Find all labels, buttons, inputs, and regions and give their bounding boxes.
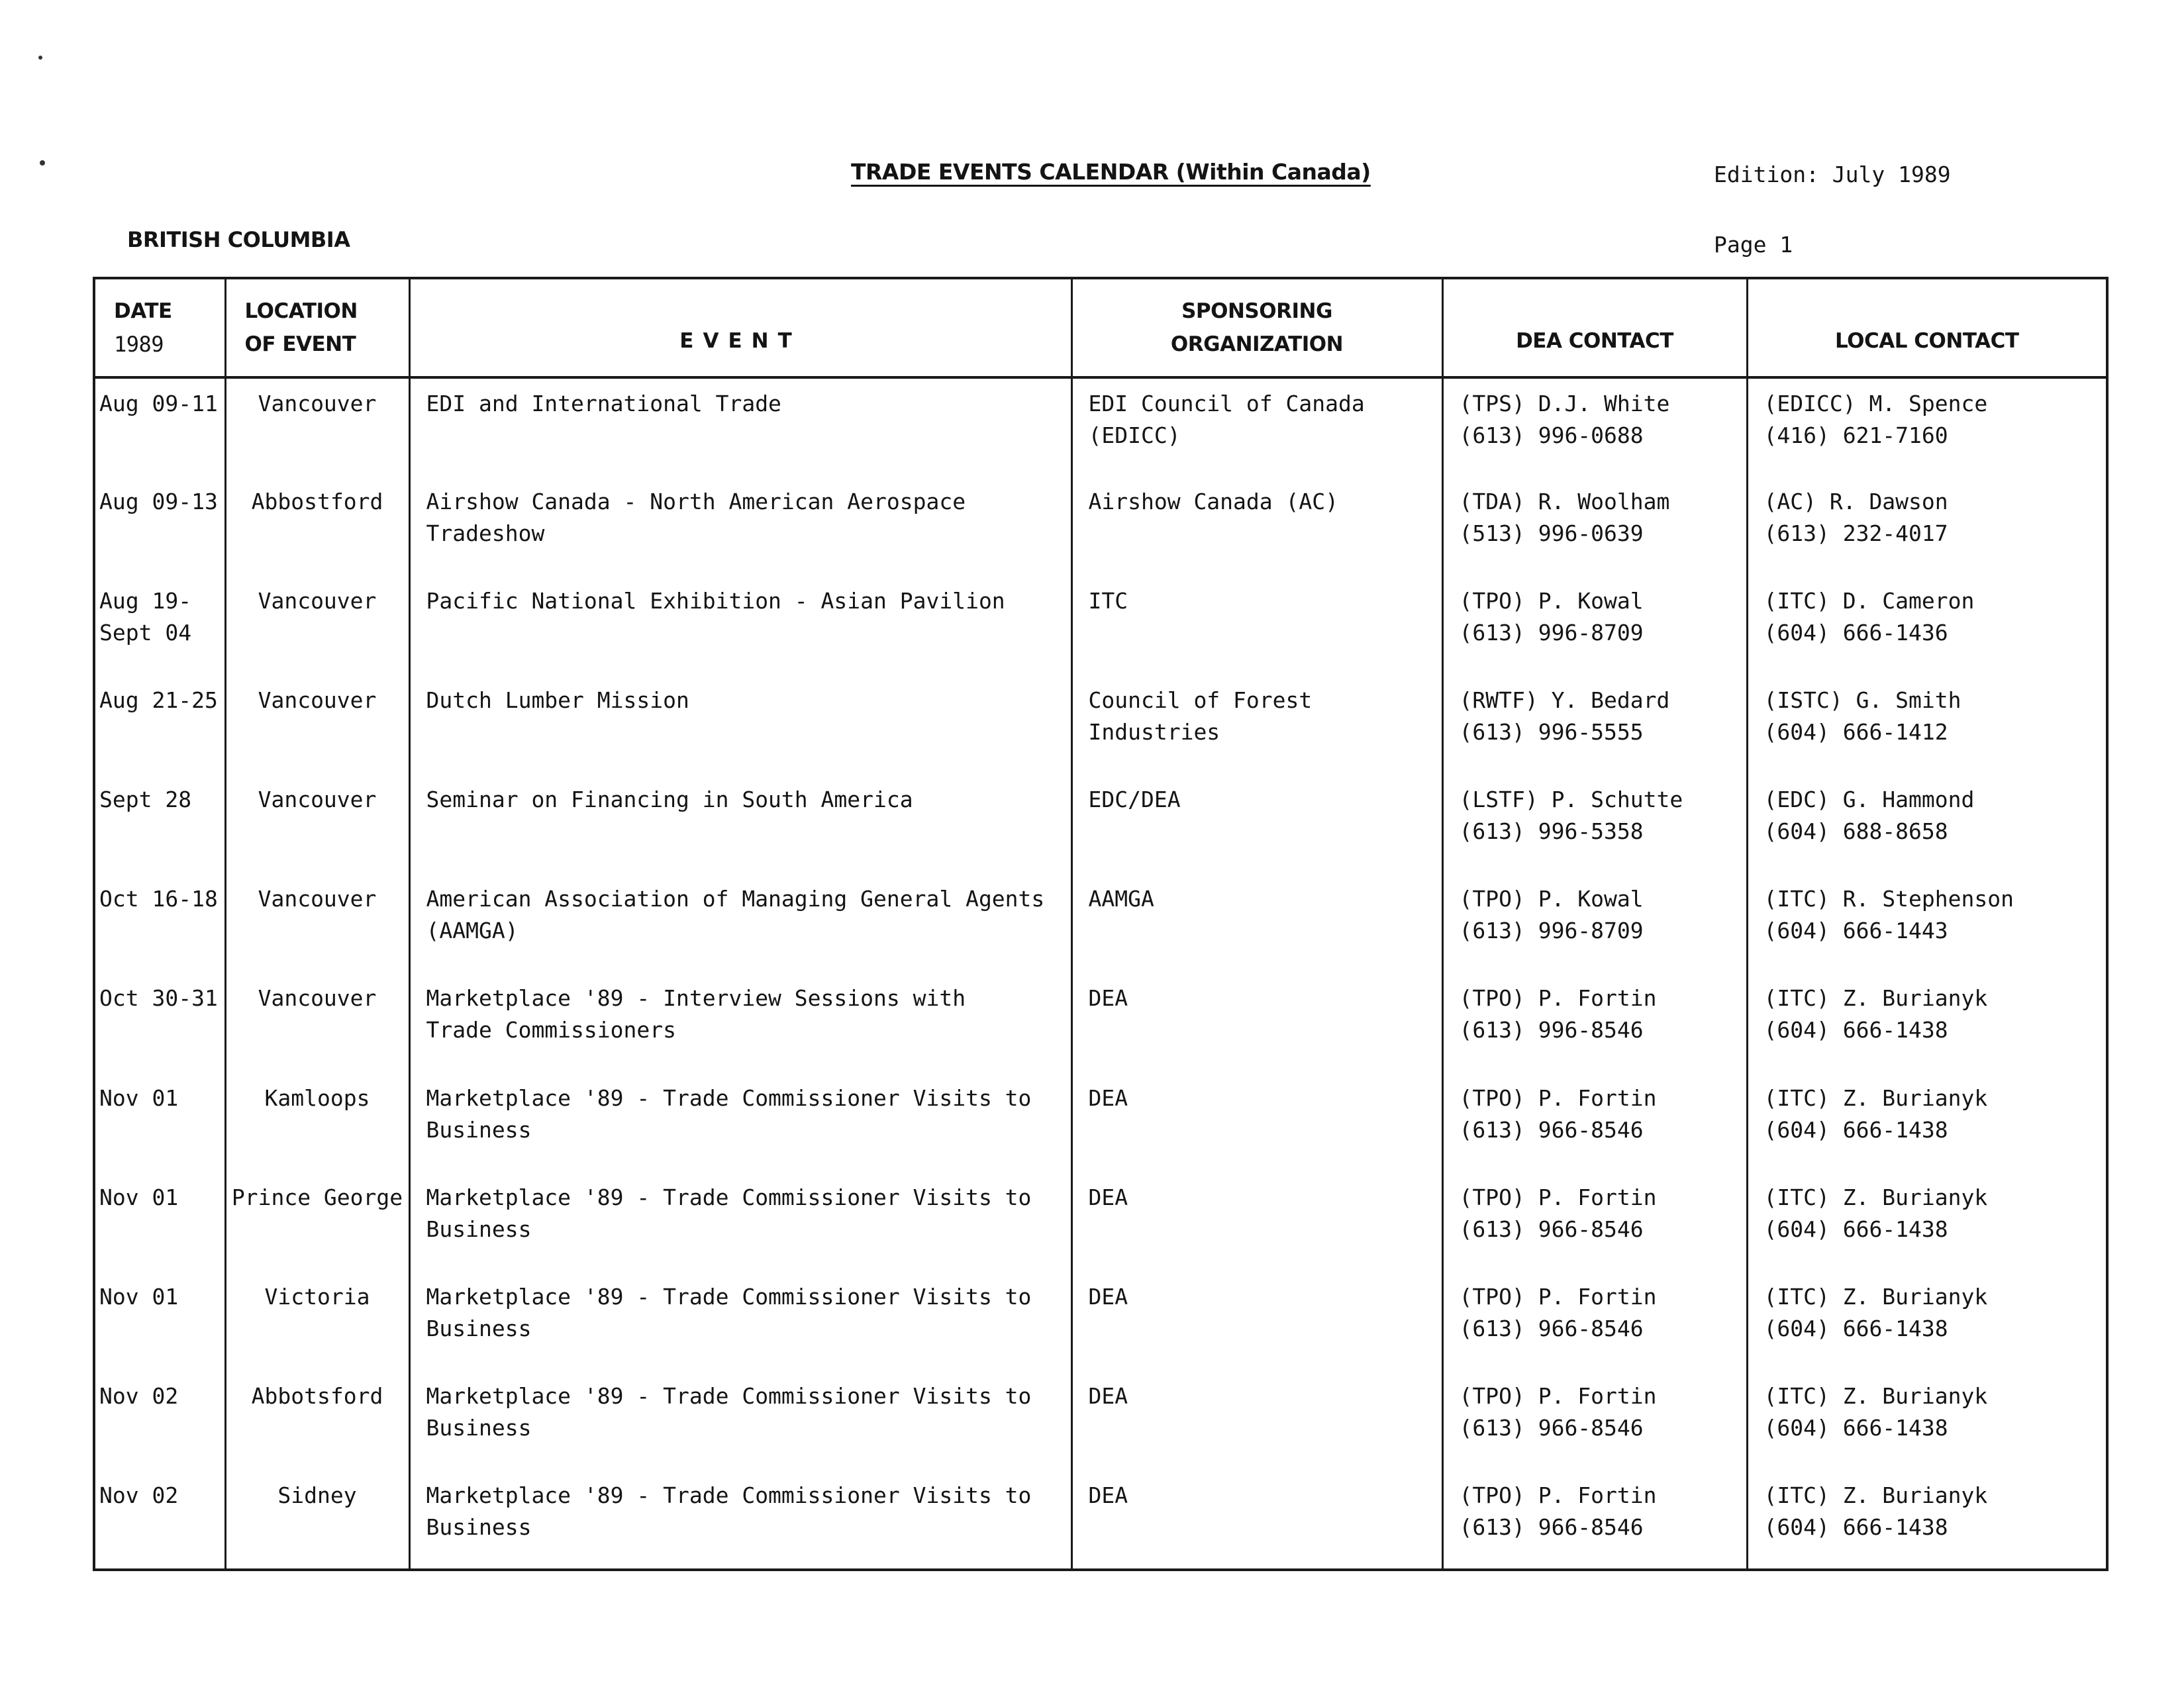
sponsor-cell-text: EDC/DEA — [1088, 787, 1181, 813]
local-contact-cell-text: (604) 666-1436 — [1763, 620, 1948, 646]
local-contact-cell-text: (604) 666-1443 — [1763, 918, 1948, 944]
date-cell — [94, 973, 225, 1073]
date-cell-text: Aug 09-13 — [99, 489, 218, 515]
dea-contact-cell — [1442, 1371, 1747, 1470]
dea-contact-cell-text: (TPO) P. Kowal — [1459, 886, 1644, 912]
dea-contact-cell-text: (TPO) P. Fortin — [1459, 1084, 1657, 1111]
date-cell — [94, 1470, 225, 1570]
location-header-line1: LOCATION — [244, 299, 358, 323]
dea-contact-cell-text: (TPO) P. Fortin — [1459, 985, 1657, 1012]
local-contact-cell — [1747, 1470, 2107, 1570]
event-cell-text: Tradeshow — [426, 520, 545, 547]
sponsor-cell — [1071, 1470, 1442, 1570]
sponsor-cell-text: Council of Forest — [1088, 687, 1313, 714]
event-cell-text: Marketplace '89 - Trade Commissioner Visits to — [426, 1482, 1032, 1508]
local-contact-cell-text: (604) 666-1412 — [1763, 719, 1948, 746]
margin-mark-dot — [38, 56, 42, 60]
date-header-year: 1989 — [114, 332, 164, 357]
table-row — [94, 576, 2107, 675]
dea-contact-cell-text: (TPO) P. Kowal — [1459, 588, 1644, 614]
table-row — [94, 1371, 2107, 1470]
location-cell-text: Abbostford — [251, 489, 383, 515]
dea-contact-cell — [1442, 874, 1747, 973]
local-contact-cell-text: (604) 666-1438 — [1763, 1216, 1948, 1242]
dea-contact-cell — [1442, 1173, 1747, 1272]
date-cell — [94, 1272, 225, 1371]
location-cell-text: Abbotsford — [251, 1382, 383, 1409]
event-cell-text: Marketplace '89 - Trade Commissioner Visits to — [426, 1184, 1032, 1210]
local-contact-cell — [1747, 1173, 2107, 1272]
location-cell-text: Prince George — [231, 1184, 403, 1210]
event-cell — [409, 1272, 1071, 1371]
location-cell-text: Vancouver — [258, 985, 377, 1012]
local-contact-cell-text: (ITC) Z. Burianyk — [1763, 985, 1988, 1012]
sponsor-cell — [1071, 1272, 1442, 1371]
local-contact-cell — [1747, 477, 2107, 576]
local-contact-cell — [1747, 576, 2107, 675]
sponsor-cell-text: (EDICC) — [1088, 422, 1181, 448]
local-contact-cell — [1747, 675, 2107, 775]
sponsor-cell — [1071, 576, 1442, 675]
date-column-header — [94, 278, 225, 377]
dea-contact-cell — [1442, 1470, 1747, 1570]
location-cell — [225, 1470, 409, 1570]
location-cell — [225, 377, 409, 477]
sponsor-cell — [1071, 874, 1442, 973]
sponsor-cell-text: DEA — [1088, 985, 1128, 1012]
dea-contact-cell — [1442, 675, 1747, 775]
date-cell-text: Nov 01 — [99, 1084, 179, 1111]
local-contact-cell-text: (613) 232-4017 — [1763, 520, 1948, 547]
local-contact-cell-text: (ITC) Z. Burianyk — [1763, 1382, 1988, 1409]
date-cell-text: Aug 19- — [99, 588, 192, 614]
dea-contact-cell — [1442, 775, 1747, 874]
sponsor-cell — [1071, 1073, 1442, 1173]
event-cell — [409, 377, 1071, 477]
date-cell — [94, 1073, 225, 1173]
sponsor-cell — [1071, 1371, 1442, 1470]
local-contact-cell — [1747, 874, 2107, 973]
date-cell-text: Sept 04 — [99, 620, 192, 646]
event-cell — [409, 1470, 1071, 1570]
table-row — [94, 675, 2107, 775]
date-cell — [94, 675, 225, 775]
sponsor-cell-text: DEA — [1088, 1184, 1128, 1210]
event-cell — [409, 874, 1071, 973]
table-row — [94, 477, 2107, 576]
event-cell-text: Business — [426, 1514, 532, 1540]
date-cell-text: Oct 30-31 — [99, 985, 218, 1012]
dea-contact-cell-text: (TPO) P. Fortin — [1459, 1482, 1657, 1508]
location-header-line2: OF EVENT — [244, 332, 356, 356]
event-cell — [409, 1073, 1071, 1173]
event-cell — [409, 775, 1071, 874]
local-contact-cell-text: (ITC) Z. Burianyk — [1763, 1283, 1988, 1310]
location-cell-text: Vancouver — [258, 391, 377, 416]
dea-contact-cell-text: (613) 966-8546 — [1459, 1315, 1644, 1341]
local-contact-cell-text: (EDC) G. Hammond — [1763, 787, 1975, 813]
table-row — [94, 973, 2107, 1073]
location-cell — [225, 973, 409, 1073]
sponsor-cell-text: ITC — [1088, 588, 1128, 614]
table-row — [94, 874, 2107, 973]
event-cell-text: (AAMGA) — [426, 918, 519, 944]
dea-contact-cell-text: (613) 996-5358 — [1459, 818, 1644, 845]
event-cell — [409, 1173, 1071, 1272]
date-cell — [94, 1173, 225, 1272]
sponsor-column-header — [1071, 278, 1442, 377]
location-cell-text: Kamloops — [264, 1084, 370, 1111]
event-cell-text: Seminar on Financing in South America — [426, 787, 913, 813]
event-cell-text: Business — [426, 1315, 532, 1341]
local-contact-cell-text: (604) 666-1438 — [1763, 1315, 1948, 1341]
local-contact-cell — [1747, 1371, 2107, 1470]
sponsor-header-line1: SPONSORING — [1181, 299, 1332, 323]
event-cell-text: Marketplace '89 - Trade Commissioner Visits to — [426, 1382, 1032, 1409]
location-cell — [225, 1272, 409, 1371]
location-cell — [225, 675, 409, 775]
location-cell — [225, 1173, 409, 1272]
dea-contact-cell-text: (TPO) P. Fortin — [1459, 1283, 1657, 1310]
dea-contact-cell-text: (TPS) D.J. White — [1459, 391, 1670, 416]
dea-contact-cell-text: (613) 966-8546 — [1459, 1116, 1644, 1143]
date-cell-text: Sept 28 — [99, 787, 192, 813]
events-table — [93, 277, 2109, 1571]
date-cell-text: Nov 02 — [99, 1482, 179, 1508]
sponsor-cell-text: DEA — [1088, 1283, 1128, 1310]
date-cell — [94, 874, 225, 973]
page-number: Page 1 — [1714, 232, 1793, 258]
table-header-row — [94, 278, 2107, 377]
local-contact-cell-text: (604) 666-1438 — [1763, 1414, 1948, 1441]
event-cell-text: Marketplace '89 - Interview Sessions with — [426, 985, 966, 1012]
date-cell — [94, 477, 225, 576]
dea-contact-cell — [1442, 377, 1747, 477]
location-cell-text: Sidney — [277, 1482, 357, 1508]
sponsor-header-line2: ORGANIZATION — [1170, 332, 1344, 356]
date-cell-text: Nov 02 — [99, 1382, 179, 1409]
event-cell-text: Airshow Canada - North American Aerospace — [426, 489, 966, 515]
event-cell — [409, 477, 1071, 576]
location-cell-text: Vancouver — [258, 787, 377, 813]
table-row — [94, 1173, 2107, 1272]
table-row — [94, 1470, 2107, 1570]
event-cell-text: Dutch Lumber Mission — [426, 687, 689, 714]
sponsor-cell-text: Industries — [1088, 719, 1220, 746]
event-cell-text: Trade Commissioners — [426, 1017, 676, 1043]
edition-label: Edition: July 1989 — [1714, 162, 1951, 187]
local-contact-cell-text: (604) 688-8658 — [1763, 818, 1948, 845]
date-cell — [94, 377, 225, 477]
dea-contact-cell — [1442, 1272, 1747, 1371]
local-contact-cell — [1747, 377, 2107, 477]
margin-mark-dot — [40, 160, 45, 166]
table-row — [94, 377, 2107, 477]
sponsor-cell — [1071, 377, 1442, 477]
sponsor-cell — [1071, 973, 1442, 1073]
location-cell-text: Victoria — [264, 1283, 370, 1310]
local-contact-cell-text: (ITC) R. Stephenson — [1763, 886, 2014, 912]
location-cell-text: Vancouver — [258, 687, 377, 714]
location-cell — [225, 576, 409, 675]
sponsor-cell — [1071, 477, 1442, 576]
date-cell — [94, 1371, 225, 1470]
dea-contact-cell-text: (613) 996-8546 — [1459, 1017, 1644, 1043]
local-contact-cell-text: (416) 621-7160 — [1763, 422, 1948, 448]
region-heading: BRITISH COLUMBIA — [127, 227, 350, 252]
dea-contact-cell-text: (613) 996-8709 — [1459, 620, 1644, 646]
local-contact-cell-text: (EDICC) M. Spence — [1763, 391, 1988, 416]
local-contact-cell-text: (ITC) Z. Burianyk — [1763, 1482, 1988, 1508]
location-cell — [225, 775, 409, 874]
dea-contact-cell-text: (TPO) P. Fortin — [1459, 1382, 1657, 1409]
dea-contact-cell-text: (TPO) P. Fortin — [1459, 1184, 1657, 1210]
sponsor-cell-text: DEA — [1088, 1482, 1128, 1508]
dea-contact-cell — [1442, 1073, 1747, 1173]
sponsor-cell-text: DEA — [1088, 1084, 1128, 1111]
location-cell — [225, 1371, 409, 1470]
date-cell-text: Oct 16-18 — [99, 886, 218, 912]
event-cell-text: American Association of Managing General Agents — [426, 886, 1045, 912]
event-cell-text: Business — [426, 1216, 532, 1242]
date-cell — [94, 576, 225, 675]
date-cell — [94, 775, 225, 874]
sponsor-cell-text: DEA — [1088, 1382, 1128, 1409]
event-cell — [409, 973, 1071, 1073]
location-cell — [225, 477, 409, 576]
dea-contact-cell — [1442, 973, 1747, 1073]
event-cell — [409, 675, 1071, 775]
local-contact-cell-text: (604) 666-1438 — [1763, 1514, 1948, 1540]
local-contact-cell — [1747, 1073, 2107, 1173]
date-cell-text: Aug 09-11 — [99, 391, 218, 416]
dea-contact-cell-text: (TDA) R. Woolham — [1459, 489, 1670, 515]
local-contact-column-header: LOCAL CONTACT — [1747, 278, 2107, 377]
location-cell — [225, 1073, 409, 1173]
dea-contact-cell-text: (613) 996-5555 — [1459, 719, 1644, 746]
dea-contact-cell-text: (LSTF) P. Schutte — [1459, 787, 1683, 813]
event-cell-text: Marketplace '89 - Trade Commissioner Visits to — [426, 1084, 1032, 1111]
event-column-header: EVENT — [409, 278, 1071, 377]
dea-contact-cell-text: (613) 966-8546 — [1459, 1514, 1644, 1540]
date-cell-text: Nov 01 — [99, 1184, 179, 1210]
page-title: TRADE EVENTS CALENDAR (Within Canada) — [851, 159, 1371, 185]
local-contact-cell — [1747, 775, 2107, 874]
date-header-label: DATE — [114, 299, 172, 323]
event-cell — [409, 576, 1071, 675]
local-contact-cell — [1747, 973, 2107, 1073]
local-contact-cell-text: (AC) R. Dawson — [1763, 489, 1948, 515]
local-contact-cell-text: (ITC) D. Cameron — [1763, 588, 1975, 614]
event-cell-text: Business — [426, 1116, 532, 1143]
dea-contact-cell-text: (613) 966-8546 — [1459, 1216, 1644, 1242]
event-cell-text: Marketplace '89 - Trade Commissioner Visits to — [426, 1283, 1032, 1310]
table-row — [94, 775, 2107, 874]
location-cell-text: Vancouver — [258, 886, 377, 912]
location-cell — [225, 874, 409, 973]
sponsor-cell-text: Airshow Canada (AC) — [1088, 489, 1338, 515]
event-cell — [409, 1371, 1071, 1470]
dea-contact-cell-text: (613) 966-8546 — [1459, 1414, 1644, 1441]
dea-contact-cell — [1442, 576, 1747, 675]
table-row — [94, 1272, 2107, 1371]
table-row — [94, 1073, 2107, 1173]
dea-contact-column-header: DEA CONTACT — [1442, 278, 1747, 377]
sponsor-cell-text: EDI Council of Canada — [1088, 391, 1365, 416]
location-column-header — [225, 278, 409, 377]
event-cell-text: Business — [426, 1414, 532, 1441]
local-contact-cell — [1747, 1272, 2107, 1371]
date-cell-text: Aug 21-25 — [99, 687, 218, 714]
location-cell-text: Vancouver — [258, 588, 377, 614]
sponsor-cell — [1071, 775, 1442, 874]
local-contact-cell-text: (604) 666-1438 — [1763, 1017, 1948, 1043]
dea-contact-cell — [1442, 477, 1747, 576]
dea-contact-cell-text: (RWTF) Y. Bedard — [1459, 687, 1670, 714]
date-cell-text: Nov 01 — [99, 1283, 179, 1310]
local-contact-cell-text: (ITC) Z. Burianyk — [1763, 1184, 1988, 1210]
local-contact-cell-text: (ISTC) G. Smith — [1763, 687, 1961, 714]
dea-contact-cell-text: (613) 996-0688 — [1459, 422, 1644, 448]
dea-contact-cell-text: (613) 996-8709 — [1459, 918, 1644, 944]
sponsor-cell-text: AAMGA — [1088, 886, 1154, 912]
local-contact-cell-text: (ITC) Z. Burianyk — [1763, 1084, 1988, 1111]
dea-contact-cell-text: (513) 996-0639 — [1459, 520, 1644, 547]
sponsor-cell — [1071, 675, 1442, 775]
sponsor-cell — [1071, 1173, 1442, 1272]
local-contact-cell-text: (604) 666-1438 — [1763, 1116, 1948, 1143]
event-cell-text: Pacific National Exhibition - Asian Pavilion — [426, 588, 1005, 614]
event-cell-text: EDI and International Trade — [426, 391, 781, 416]
